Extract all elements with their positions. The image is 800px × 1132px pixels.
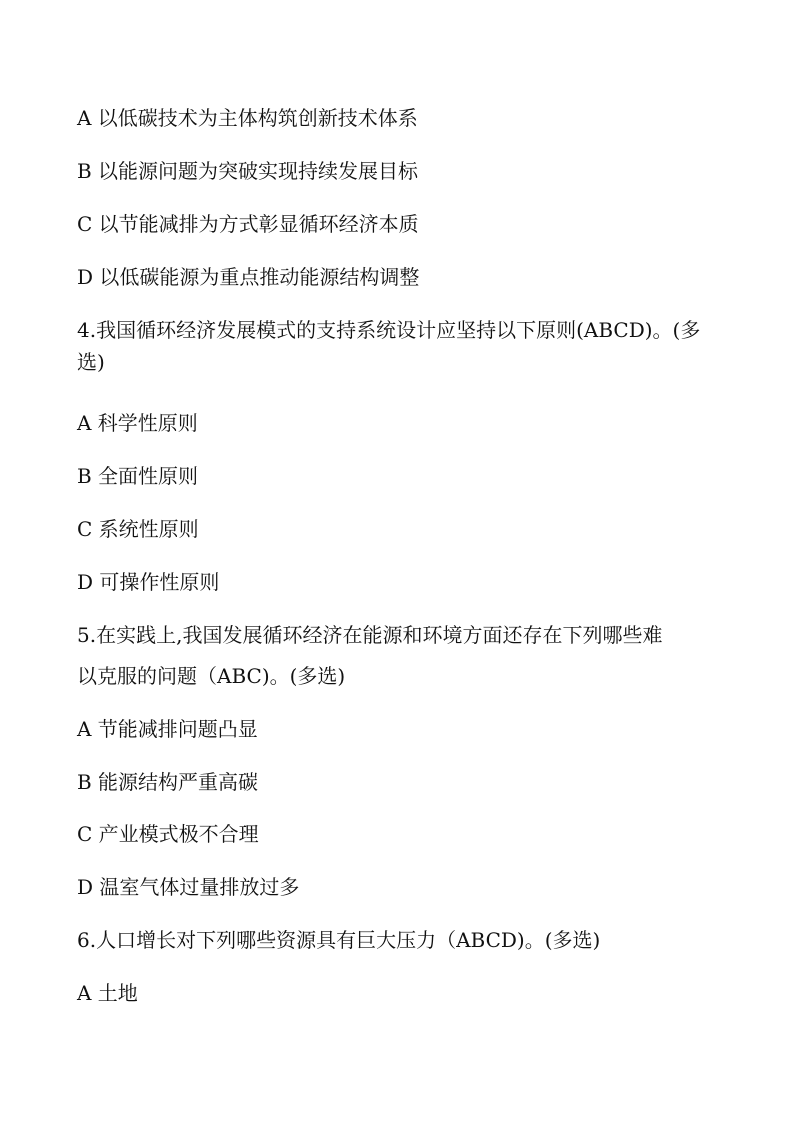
q3-option-d: D 以低碳能源为重点推动能源结构调整 xyxy=(77,265,420,289)
q6-option-a: A 土地 xyxy=(77,981,138,1005)
q4-option-d: D 可操作性原则 xyxy=(77,570,220,594)
q6-question-line1: 6.人口增长对下列哪些资源具有巨大压力（ABCD)。(多选) xyxy=(77,928,601,952)
q4-question-line1: 4.我国循环经济发展模式的支持系统设计应坚持以下原则(ABCD)。(多 xyxy=(77,318,701,342)
q5-question-line1: 5.在实践上,我国发展循环经济在能源和环境方面还存在下列哪些难 xyxy=(77,623,663,647)
q4-option-b: B 全面性原则 xyxy=(77,464,199,488)
q4-option-c: C 系统性原则 xyxy=(77,517,199,541)
q4-question-line2: 选) xyxy=(77,350,105,374)
q3-option-a: A 以低碳技术为主体构筑创新技术体系 xyxy=(77,106,418,130)
q5-option-a: A 节能减排问题凸显 xyxy=(77,717,258,741)
q5-question-line2: 以克服的问题（ABC)。(多选) xyxy=(77,664,346,688)
q3-option-c: C 以节能减排为方式彰显循环经济本质 xyxy=(77,212,419,236)
q5-option-c: C 产业模式极不合理 xyxy=(77,822,259,846)
q4-option-a: A 科学性原则 xyxy=(77,411,198,435)
q5-option-d: D 温室气体过量排放过多 xyxy=(77,875,300,899)
q3-option-b: B 以能源问题为突破实现持续发展目标 xyxy=(77,159,419,183)
q5-option-b: B 能源结构严重高碳 xyxy=(77,770,259,794)
